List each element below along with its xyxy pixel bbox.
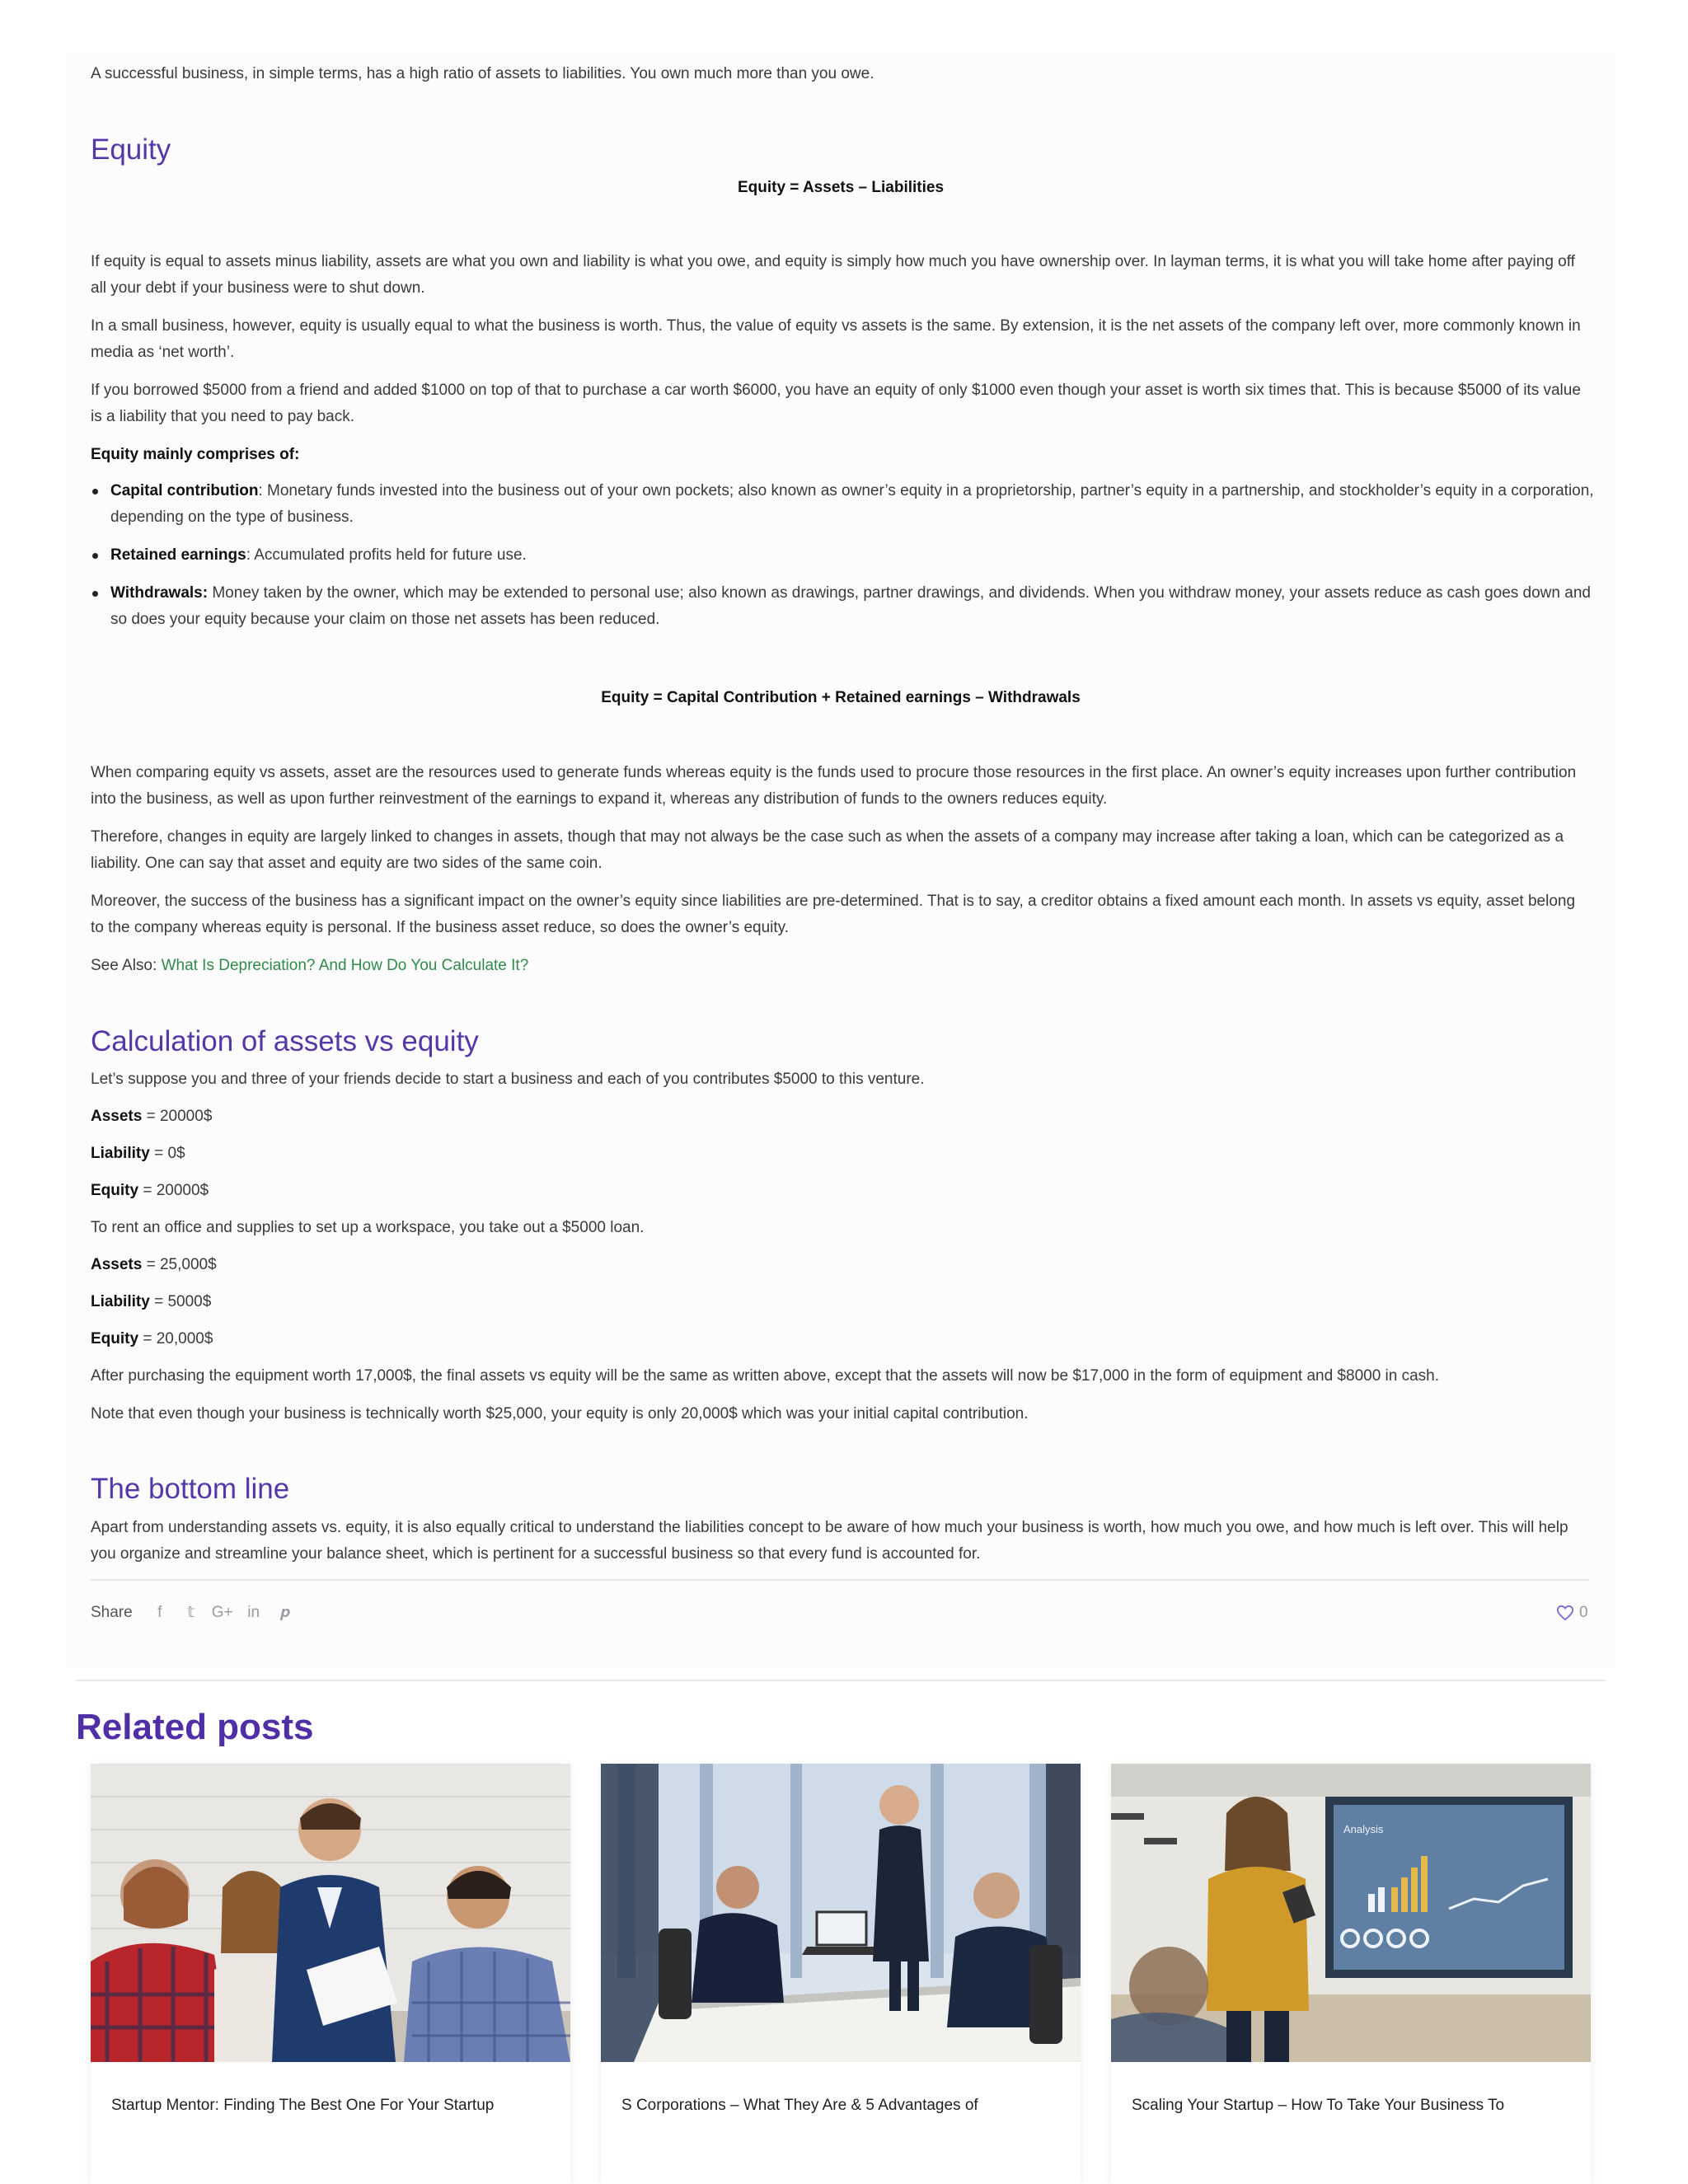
equity-comprises-label: Equity mainly comprises of:: [91, 446, 300, 463]
calc-paragraph-2: To rent an office and supplies to set up a workspace, you take out a $5000 loan.: [91, 1219, 645, 1236]
related-card-3-title[interactable]: Scaling Your Startup – How To Take Your Business To: [1132, 2097, 1505, 2114]
related-posts-heading: Related posts: [76, 1707, 314, 1747]
facebook-icon[interactable]: f: [157, 1604, 162, 1621]
like-button[interactable]: [1556, 1601, 1588, 1625]
equity-paragraph-5: Therefore, changes in equity are largely linked to changes in assets, though that may not always be the case such as when the assets of a company may increase after taking a loan, which can be categorized as a liability. One can say that asset and equity are two sides of the same coin.: [91, 828, 1564, 872]
related-card-3-image[interactable]: [1111, 1764, 1591, 2062]
share-divider: [91, 1579, 1589, 1581]
heading-bottom-line: The bottom line: [91, 1473, 290, 1505]
related-card-1-image[interactable]: [91, 1764, 570, 2062]
list-item-withdrawals: Withdrawals: Money taken by the owner, which may be extended to personal use; also known as drawings, partner drawings, and dividends. When you withdraw money, your assets reduce as cash goes down and so does your equity because your claim on those net assets has been reduced.: [110, 580, 1611, 633]
calc-paragraph-4: Note that even though your business is technically worth $25,000, your equity is only 20,000$ which was your initial capital contribution.: [91, 1405, 1029, 1422]
heading-calculation: Calculation of assets vs equity: [91, 1025, 479, 1057]
like-count: 0: [1579, 1604, 1588, 1621]
related-card-1[interactable]: [91, 1764, 570, 2184]
twitter-icon[interactable]: 𝕥: [187, 1604, 195, 1621]
equity-paragraph-4: When comparing equity vs assets, asset are the resources used to generate funds whereas equity is the funds used to procure those resources in the first place. An owner’s equity increases upon further contribution into the business, as well as upon further reinvestment of the earnings to expand it, whereas any distribution of funds to the owners reduces equity.: [91, 764, 1577, 808]
calc-equity-2: Equity = 20,000$: [91, 1330, 213, 1347]
equity-components-list: [89, 478, 1611, 633]
calc-liability-1: Liability = 0$: [91, 1145, 185, 1162]
see-also-link[interactable]: What Is Depreciation? And How Do You Calculate It?: [161, 957, 529, 974]
equity-paragraph-1: If equity is equal to assets minus liability, assets are what you own and liability is what you owe, and equity is simply how much you have ownership over. In layman terms, it is what you will take home after paying off all your debt if your business were to shut down.: [91, 253, 1575, 297]
formula-equity: Equity = Assets – Liabilities: [737, 179, 945, 196]
calc-paragraph-3: After purchasing the equipment worth 17,000$, the final assets vs equity will be the same as written above, except that the assets will now be $17,000 in the form of equipment and $8000 in cash.: [91, 1367, 1440, 1385]
google-plus-icon[interactable]: G+: [211, 1604, 233, 1621]
calc-assets-1: Assets = 20000$: [91, 1108, 213, 1125]
intro-paragraph: A successful business, in simple terms, has a high ratio of assets to liabilities. You own much more than you owe.: [91, 65, 874, 82]
list-item-capital: Capital contribution: Monetary funds invested into the business out of your own pockets; also known as owner’s equity in a proprietorship, partner’s equity in a partnership, and stockholder’s equity in a corporation, depending on the type of business.: [110, 478, 1611, 531]
related-card-2-title[interactable]: S Corporations – What They Are & 5 Advantages of: [621, 2097, 978, 2114]
calc-liability-2: Liability = 5000$: [91, 1293, 212, 1310]
pinterest-icon[interactable]: 𝒑: [279, 1604, 290, 1621]
calc-equity-1: Equity = 20000$: [91, 1182, 209, 1199]
linkedin-icon[interactable]: in: [247, 1604, 260, 1621]
see-also: See Also: What Is Depreciation? And How Do You Calculate It?: [91, 957, 529, 974]
bottom-paragraph: Apart from understanding assets vs. equity, it is also equally critical to understand the liabilities concept to be aware of how much your business is worth, how much you owe, and how much is left over. This will help you organize and streamline your balance sheet, which is pertinent for a successful business so that every fund is accounted for.: [91, 1519, 1568, 1563]
calc-paragraph-1: Let’s suppose you and three of your friends decide to start a business and each of you contributes $5000 to this venture.: [91, 1071, 925, 1088]
related-card-1-title[interactable]: Startup Mentor: Finding The Best One For Your Startup: [111, 2097, 495, 2114]
heading-equity: Equity: [91, 134, 171, 166]
calc-assets-2: Assets = 25,000$: [91, 1256, 217, 1273]
formula-equity-components: Equity = Capital Contribution + Retained earnings – Withdrawals: [601, 689, 1081, 706]
related-divider: [76, 1680, 1606, 1681]
related-card-2-image[interactable]: [601, 1764, 1081, 2062]
heart-icon: [1556, 1605, 1574, 1621]
screen-analysis-label: Analysis: [1343, 1823, 1384, 1835]
equity-paragraph-2: In a small business, however, equity is usually equal to what the business is worth. Thus, the value of equity vs assets is the same. By extension, it is the net assets of the company left over, more commonly known in media as ‘net worth’.: [91, 317, 1581, 361]
share-bar: [91, 1601, 301, 1625]
share-label: Share: [91, 1604, 133, 1621]
equity-paragraph-6: Moreover, the success of the business has a significant impact on the owner’s equity since liabilities are pre-determined. That is to say, a creditor obtains a fixed amount each month. In assets vs equity, asset belong to the company whereas equity is personal. If the business asset reduce, so does the owner’s equity.: [91, 893, 1576, 936]
related-card-3[interactable]: [1111, 1764, 1591, 2184]
equity-paragraph-3: If you borrowed $5000 from a friend and added $1000 on top of that to purchase a car worth $6000, you have an equity of only $1000 even though your asset is worth six times that. This is because $5000 of its value is a liability that you need to pay back.: [91, 382, 1581, 425]
list-item-retained: Retained earnings: Accumulated profits held for future use.: [110, 542, 1611, 569]
related-card-2[interactable]: [601, 1764, 1081, 2184]
